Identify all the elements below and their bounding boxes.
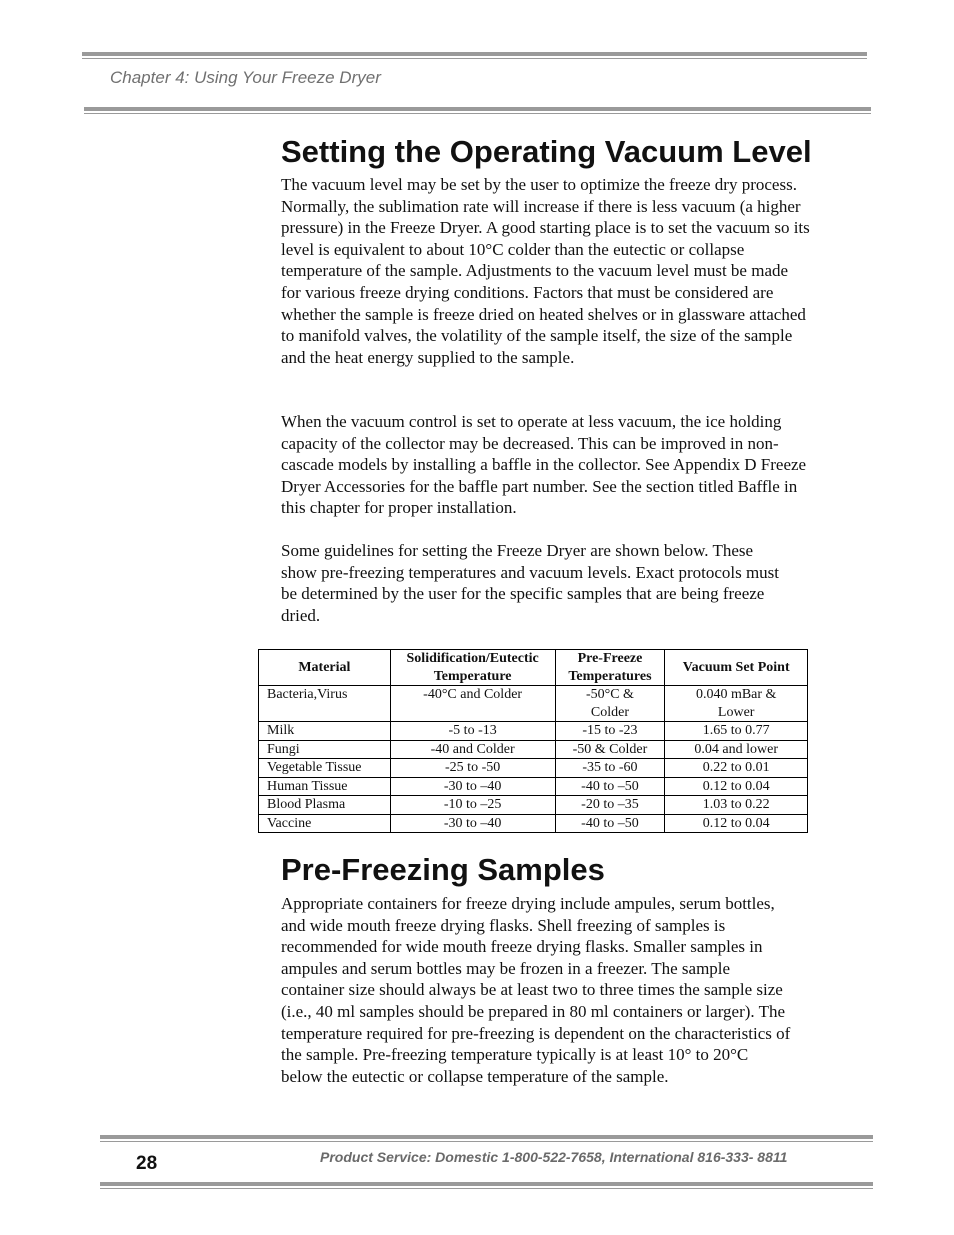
footer-bottom-rule xyxy=(100,1182,873,1189)
vacuum-guidelines-table xyxy=(258,649,808,833)
product-service-contact: Product Service: Domestic 1-800-522-7658, International 816-333- 8811 xyxy=(320,1149,788,1165)
table-row xyxy=(259,814,808,833)
paragraph-vacuum-intro: The vacuum level may be set by the user to optimize the freeze dry process. Normally, the sublimation rate will increase if there is less vacuum (a higher pressure) in the Freeze Dryer. A good starting place is to set the vacuum so its level is equivalent to about 10°C colder than the eutectic or collapse temperature of the sample. Adjustments to the vacuum level must be made for various freeze drying conditions. Factors that must be considered are whether the sample is freeze dried on heated shelves or in glassware attached to manifold valves, the volatility of the sample itself, the size of the sample and the heat energy supplied to the sample. xyxy=(281,175,810,367)
table-cell: -30 to –40 xyxy=(390,814,555,833)
table-cell: Vegetable Tissue xyxy=(259,759,391,778)
column-header-eutectic: Solidification/Eutectic Temperature xyxy=(390,650,555,686)
page-number: 28 xyxy=(136,1153,158,1174)
table-cell: Blood Plasma xyxy=(259,796,391,815)
table-cell: -35 to -60 xyxy=(555,759,665,778)
table-header-row xyxy=(259,650,808,686)
column-header-prefreeze: Pre-Freeze Temperatures xyxy=(555,650,665,686)
table-cell: -50°C & Colder xyxy=(555,686,665,722)
table-cell: -10 to –25 xyxy=(390,796,555,815)
table-cell: 0.040 mBar & Lower xyxy=(665,686,808,722)
table-cell: -40 to –50 xyxy=(555,777,665,796)
section-title-vacuum: Setting the Operating Vacuum Level xyxy=(281,134,812,169)
table-cell: Human Tissue xyxy=(259,777,391,796)
table-row xyxy=(259,686,808,722)
paragraph-guidelines: Some guidelines for setting the Freeze Dryer are shown below. These show pre-freezing temperatures and vacuum levels. Exact protocols must be determined by the user for the specific samples that are being freeze dried. xyxy=(281,541,780,625)
table-row xyxy=(259,722,808,741)
chapter-header: Chapter 4: Using Your Freeze Dryer xyxy=(110,68,381,87)
column-header-vacuum: Vacuum Set Point xyxy=(665,650,808,686)
table-cell: 0.22 to 0.01 xyxy=(665,759,808,778)
table-cell: -5 to -13 xyxy=(390,722,555,741)
header-top-rule xyxy=(82,52,867,59)
section-title-prefreezing: Pre-Freezing Samples xyxy=(281,852,605,887)
table-row xyxy=(259,796,808,815)
table-cell: -50 & Colder xyxy=(555,740,665,759)
table-row xyxy=(259,740,808,759)
table-cell: -20 to –35 xyxy=(555,796,665,815)
table-row xyxy=(259,759,808,778)
column-header-material: Material xyxy=(259,650,391,686)
table-cell: Milk xyxy=(259,722,391,741)
table-cell: 1.65 to 0.77 xyxy=(665,722,808,741)
table-cell: -30 to –40 xyxy=(390,777,555,796)
table-row xyxy=(259,777,808,796)
table-cell: -25 to -50 xyxy=(390,759,555,778)
table-cell: 0.12 to 0.04 xyxy=(665,777,808,796)
table-cell: Bacteria,Virus xyxy=(259,686,391,722)
paragraph-vacuum-control: When the vacuum control is set to operate at less vacuum, the ice holding capacity of the collector may be decreased. This can be improved in non-cascade models by installing a baffle in the collector. See Appendix D Freeze Dryer Accessories for the baffle part number. See the section titled Baffle in this chapter for proper installation. xyxy=(281,412,807,518)
table-cell: -40 to –50 xyxy=(555,814,665,833)
footer-top-rule xyxy=(100,1135,873,1142)
table-cell: 0.04 and lower xyxy=(665,740,808,759)
table-cell: 0.12 to 0.04 xyxy=(665,814,808,833)
header-bottom-rule xyxy=(84,107,871,114)
paragraph-prefreezing: Appropriate containers for freeze drying include ampules, serum bottles, and wide mouth freeze drying flasks. Shell freezing of samples is recommended for wide mouth freeze drying flasks. Smaller samples in ampules and serum bottles may be frozen in a freezer. The sample container size should always be at least two to three times the sample size (i.e., 40 ml samples should be prepared in 80 ml containers or larger). The temperature required for pre-freezing is dependent on the characteristics of the sample. Pre-freezing temperature typically is at least 10° to 20°C below the eutectic or collapse temperature of the sample. xyxy=(281,894,791,1086)
table-cell: -40 and Colder xyxy=(390,740,555,759)
table-cell: Vaccine xyxy=(259,814,391,833)
table-cell: -15 to -23 xyxy=(555,722,665,741)
table-cell: 1.03 to 0.22 xyxy=(665,796,808,815)
table-cell: Fungi xyxy=(259,740,391,759)
table-cell: -40°C and Colder xyxy=(390,686,555,722)
